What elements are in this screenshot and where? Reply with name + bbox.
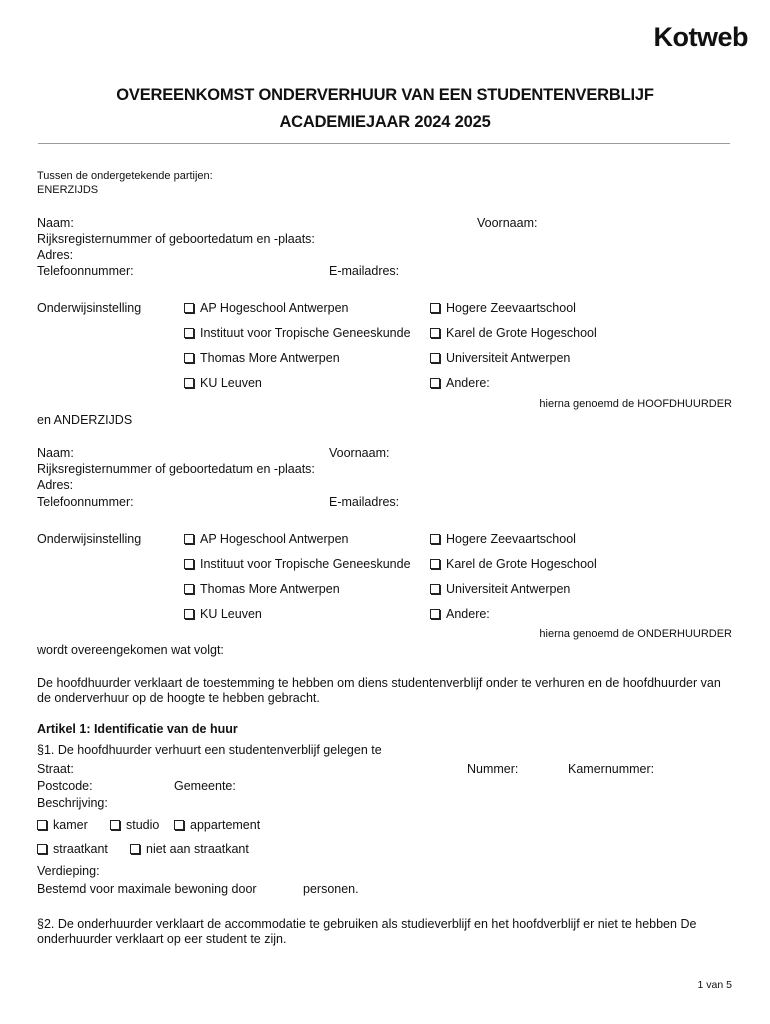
party1-option-kuleuven[interactable]: KU Leuven <box>184 376 262 390</box>
party2-option-zeevaart[interactable]: Hogere Zeevaartschool <box>430 532 576 546</box>
checkbox-icon[interactable] <box>184 378 194 388</box>
checkbox-icon[interactable] <box>430 303 440 313</box>
party1-option-kdg[interactable]: Karel de Grote Hogeschool <box>430 326 597 340</box>
party2-naam-label: Naam: <box>37 446 74 460</box>
party1-option-tropische[interactable]: Instituut voor Tropische Geneeskunde <box>184 326 411 340</box>
postcode-label: Postcode: <box>37 779 93 793</box>
party2-option-andere[interactable]: Andere: <box>430 607 490 621</box>
beschrijving-label: Beschrijving: <box>37 796 108 810</box>
party1-rijksregister-label: Rijksregisternummer of geboortedatum en -plaats: <box>37 232 315 246</box>
document-subtitle: ACADEMIEJAAR 2024 2025 <box>279 113 491 131</box>
declaration-paragraph: De hoofdhuurder verklaart de toestemming te hebben om diens studentenverblijf onder te verhuren en de hoofdhuurder van de onderverhuur op de hoogte te hebben gebracht. <box>37 676 721 705</box>
checkbox-icon[interactable] <box>184 328 194 338</box>
party1-adres-label: Adres: <box>37 248 74 262</box>
party2-option-thomasmore[interactable]: Thomas More Antwerpen <box>184 582 340 596</box>
kamernummer-label: Kamernummer: <box>568 762 655 776</box>
checkbox-icon[interactable] <box>184 353 194 363</box>
article1-heading: Artikel 1: Identificatie van de huur <box>37 722 238 736</box>
checkbox-icon[interactable] <box>430 378 440 388</box>
agreed-text: wordt overeengekomen wat volgt: <box>37 643 224 657</box>
party1-onderwijs-label: Onderwijsinstelling <box>37 301 142 315</box>
side-option-straatkant[interactable]: straatkant <box>37 842 108 856</box>
type-option-kamer[interactable]: kamer <box>37 818 88 832</box>
checkbox-icon[interactable] <box>110 820 120 830</box>
party2-email-label: E-mailadres: <box>329 495 400 509</box>
checkbox-icon[interactable] <box>37 820 47 830</box>
checkbox-icon[interactable] <box>130 844 140 854</box>
party2-rijksregister-label: Rijksregisternummer of geboortedatum en -plaats: <box>37 462 315 476</box>
checkbox-icon[interactable] <box>430 534 440 544</box>
type-option-studio[interactable]: studio <box>110 818 159 832</box>
party2-option-kuleuven[interactable]: KU Leuven <box>184 607 262 621</box>
party1-role: hierna genoemd de HOOFDHUURDER <box>539 398 732 410</box>
party1-naam-label: Naam: <box>37 216 74 230</box>
checkbox-icon[interactable] <box>184 534 194 544</box>
party2-adres-label: Adres: <box>37 478 74 492</box>
party2-option-ap[interactable]: AP Hogeschool Antwerpen <box>184 532 348 546</box>
document-title: OVEREENKOMST ONDERVERHUUR VAN EEN STUDENTENVERBLIJF <box>116 86 654 104</box>
party1-option-ua[interactable]: Universiteit Antwerpen <box>430 351 570 365</box>
gemeente-label: Gemeente: <box>174 779 236 793</box>
checkbox-icon[interactable] <box>184 609 194 619</box>
party1-option-zeevaart[interactable]: Hogere Zeevaartschool <box>430 301 576 315</box>
bestemd-label: Bestemd voor maximale bewoning door <box>37 882 257 896</box>
checkbox-icon[interactable] <box>430 559 440 569</box>
party2-option-kdg[interactable]: Karel de Grote Hogeschool <box>430 557 597 571</box>
checkbox-icon[interactable] <box>430 353 440 363</box>
type-option-appartement[interactable]: appartement <box>174 818 260 832</box>
party1-email-label: E-mailadres: <box>329 264 400 278</box>
intro-text: Tussen de ondergetekende partijen: <box>37 170 213 182</box>
checkbox-icon[interactable] <box>184 584 194 594</box>
party2-onderwijs-label: Onderwijsinstelling <box>37 532 142 546</box>
checkbox-icon[interactable] <box>430 584 440 594</box>
article1-paragraph1: §1. De hoofdhuurder verhuurt een studentenverblijf gelegen te <box>37 743 382 757</box>
party1-option-andere[interactable]: Andere: <box>430 376 490 390</box>
checkbox-icon[interactable] <box>174 820 184 830</box>
party2-telefoon-label: Telefoonnummer: <box>37 495 134 509</box>
checkbox-icon[interactable] <box>184 559 194 569</box>
side-option-niet-straatkant[interactable]: niet aan straatkant <box>130 842 249 856</box>
kotweb-logo: Kotweb <box>653 22 748 52</box>
straat-label: Straat: <box>37 762 74 776</box>
party1-telefoon-label: Telefoonnummer: <box>37 264 134 278</box>
article1-paragraph2: §2. De onderhuurder verklaart de accommodatie te gebruiken als studieverblijf en het hoofdverblijf er niet te hebben De onderhuurder verklaart op eer student te zijn. <box>37 917 697 946</box>
nummer-label: Nummer: <box>467 762 519 776</box>
checkbox-icon[interactable] <box>184 303 194 313</box>
party1-voornaam-label: Voornaam: <box>477 216 538 230</box>
page-number: 1 van 5 <box>697 979 732 991</box>
party1-option-ap[interactable]: AP Hogeschool Antwerpen <box>184 301 348 315</box>
party1-option-thomasmore[interactable]: Thomas More Antwerpen <box>184 351 340 365</box>
checkbox-icon[interactable] <box>37 844 47 854</box>
party2-option-ua[interactable]: Universiteit Antwerpen <box>430 582 570 596</box>
party2-voornaam-label: Voornaam: <box>329 446 390 460</box>
anderzijds-label: en ANDERZIJDS <box>37 413 133 427</box>
verdieping-label: Verdieping: <box>37 864 100 878</box>
party2-role: hierna genoemd de ONDERHUURDER <box>539 628 732 640</box>
title-divider <box>38 143 730 144</box>
party2-option-tropische[interactable]: Instituut voor Tropische Geneeskunde <box>184 557 411 571</box>
personen-label: personen. <box>303 882 359 896</box>
enerzijds-label: ENERZIJDS <box>37 184 99 196</box>
checkbox-icon[interactable] <box>430 609 440 619</box>
checkbox-icon[interactable] <box>430 328 440 338</box>
